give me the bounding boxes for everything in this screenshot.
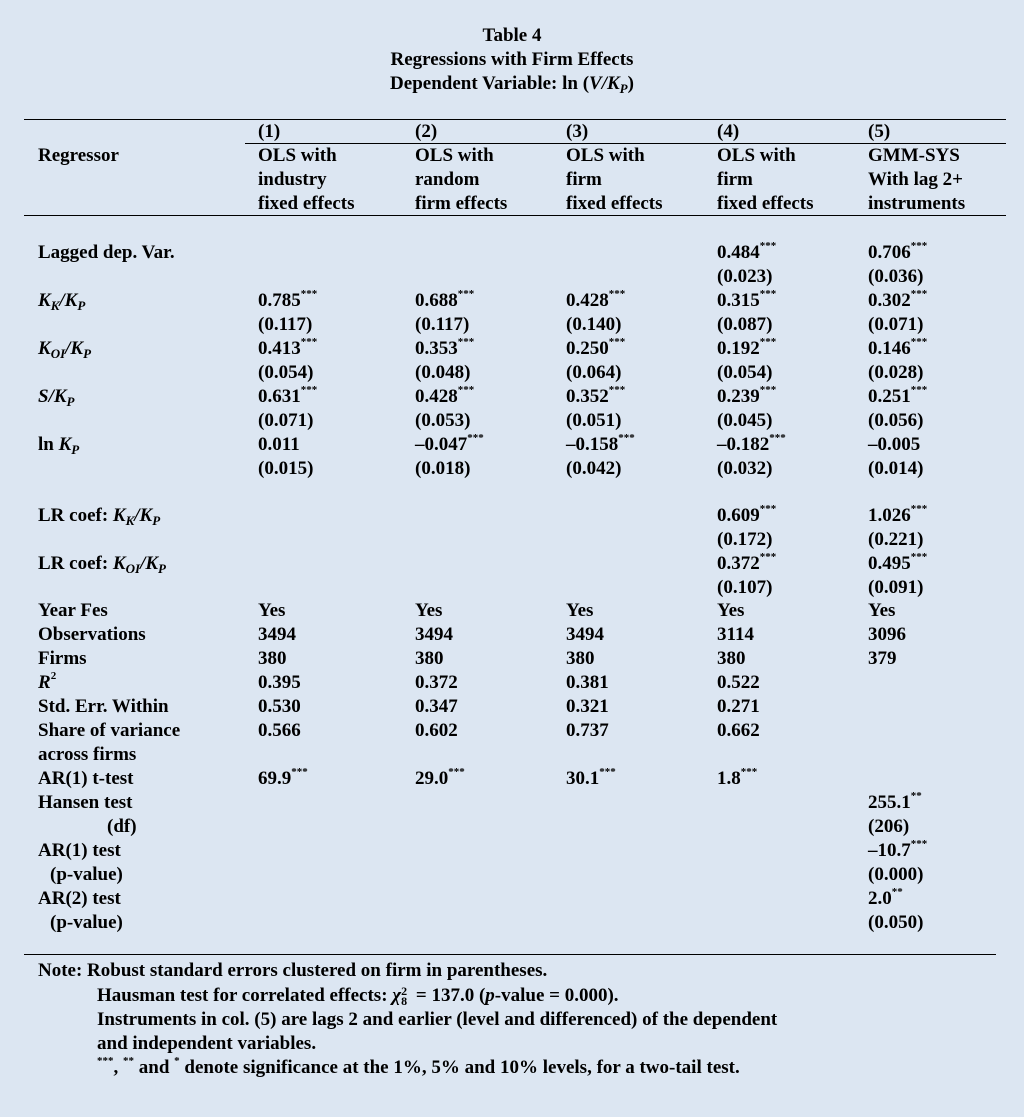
coef-row-2-se-col3: (0.140): [566, 314, 622, 335]
coef-row-2-label: [38, 289, 85, 318]
stat-row-1-value: Yes: [566, 600, 594, 621]
stat-row-8-value: 1.8: [717, 768, 741, 789]
stat-row-8-col1: [258, 767, 308, 791]
stat-row-2-value: 3114: [717, 624, 754, 645]
stat-row-2-value: 3494: [258, 624, 296, 645]
table-caption: Regressions with Firm Effects: [390, 49, 634, 70]
column-header-4-l2: firm: [717, 169, 753, 190]
stat-row-10-label: [107, 815, 137, 839]
coef-row-3-label: [38, 337, 91, 366]
coef-row-4-value: 0.428: [415, 386, 458, 407]
stat-row-9-label: [38, 791, 132, 815]
stat-row-4-label-sup: 2: [50, 670, 57, 682]
bottom-rule: [24, 954, 996, 955]
lr-row-2-se-col5: (0.091): [868, 577, 924, 598]
coef-row-4-se-col5: (0.056): [868, 410, 924, 431]
lr-row-1-label-prefix: LR coef:: [38, 505, 113, 526]
stat-row-8-value: 29.0: [415, 768, 449, 789]
column-header-2-num: (2): [415, 121, 438, 142]
coef-row-4-col1: [258, 385, 317, 409]
coef-row-2-col1: [258, 289, 317, 313]
stat-row-5-value: 0.530: [258, 696, 301, 717]
coef-row-5-stars: ***: [467, 432, 484, 444]
stat-row-8-col3: [566, 767, 616, 791]
coef-row-5-col5: [868, 433, 920, 457]
stat-row-6-value: 0.602: [415, 720, 458, 741]
stat-row-2-col5: [868, 623, 906, 647]
stat-row-14-value: (0.050): [868, 912, 924, 933]
column-header-5-num: (5): [868, 121, 891, 142]
coef-row-4-se-col4: (0.045): [717, 410, 773, 431]
lr-row-1-label-b-sub: P: [152, 513, 161, 528]
stat-row-13-value: 2.0: [868, 888, 892, 909]
coef-row-5-value: –0.158: [566, 434, 619, 455]
coef-row-1-se-col4: (0.023): [717, 266, 773, 287]
column-header-4-num: (4): [717, 121, 740, 142]
column-header-3-l1: OLS with: [566, 145, 645, 166]
stat-row-1-value: Yes: [258, 600, 286, 621]
stat-row-9-value: 255.1: [868, 792, 911, 813]
stat-row-8-value: 69.9: [258, 768, 292, 789]
stat-row-2-col2: [415, 623, 453, 647]
coef-row-2-se-col5: (0.071): [868, 314, 924, 335]
lr-row-1-value: 0.609: [717, 505, 760, 526]
stat-row-11-col5: [868, 839, 927, 863]
coef-row-5-value: 0.011: [258, 434, 300, 455]
coef-row-3-label-a: K: [38, 338, 51, 359]
stat-row-9-col5: [868, 791, 922, 815]
coef-row-4-stars: ***: [608, 384, 626, 396]
stat-row-6-label: [38, 719, 180, 743]
coef-row-3-stars: ***: [608, 336, 626, 348]
regressor-header: Regressor: [38, 145, 119, 166]
coef-row-3-col1: [258, 337, 317, 361]
stat-row-8-stars: ***: [599, 766, 616, 778]
coef-row-3-col2: [415, 337, 474, 361]
coef-row-5-col4: [717, 433, 786, 457]
stat-row-1-col3: [566, 599, 593, 623]
lr-row-2-label-b-sub: P: [158, 561, 166, 576]
note-line-2: Hausman test for correlated effects: χ 2 8 = 137.0 (p-value = 0.000).: [97, 984, 619, 1008]
coef-row-3-value: 0.413: [258, 338, 301, 359]
coef-row-3-value: 0.353: [415, 338, 458, 359]
stat-row-14-label: [50, 911, 123, 935]
coef-row-3-label-b-sub: P: [83, 346, 92, 361]
coef-row-2-value: 0.688: [415, 290, 458, 311]
coef-row-2-col2: [415, 289, 474, 313]
coef-row-3-col3: [566, 337, 625, 361]
lr-row-1-stars: ***: [910, 503, 928, 515]
coef-row-2-stars: ***: [759, 288, 777, 300]
coef-row-4-stars: ***: [457, 384, 475, 396]
coef-row-3-label-a-sub: OI: [50, 346, 66, 361]
stat-row-3-col1: [258, 647, 287, 671]
stat-row-8-label-text: AR(1) t-test: [38, 768, 134, 789]
column-header-3-num: (3): [566, 121, 589, 142]
stat-row-8-stars: ***: [740, 766, 758, 778]
header-rule: [24, 215, 1006, 216]
stat-row-11-label-text: AR(1) test: [38, 840, 121, 861]
stat-row-1-col4: [717, 599, 744, 623]
coef-row-5-col1: [258, 433, 300, 457]
stat-row-3-value: 380: [717, 648, 746, 669]
stat-row-4-value: 0.381: [566, 672, 609, 693]
stat-row-3-col2: [415, 647, 444, 671]
stat-row-2-col3: [566, 623, 604, 647]
coef-row-2-label-b: /K: [59, 290, 78, 311]
coef-row-4-col3: [566, 385, 625, 409]
stat-row-10-value: (206): [868, 816, 910, 837]
coef-row-4-value: 0.352: [566, 386, 609, 407]
stat-row-1-value: Yes: [868, 600, 896, 621]
coef-row-2-se-col4: (0.087): [717, 314, 773, 335]
coef-row-5-value: –0.005: [868, 434, 921, 455]
column-header-4-l1: OLS with: [717, 145, 796, 166]
coef-row-5-col3: [566, 433, 635, 457]
stat-row-2-label-text: Observations: [38, 624, 146, 645]
coef-row-2-value: 0.302: [868, 290, 911, 311]
lr-row-1-stars: ***: [759, 503, 777, 515]
coef-row-5-se-col3: (0.042): [566, 458, 622, 479]
lr-row-1-se-col4: (0.172): [717, 529, 773, 550]
stat-row-1-col1: [258, 599, 285, 623]
coef-row-2-stars: ***: [608, 288, 626, 300]
stat-row-2-col4: [717, 623, 754, 647]
lr-row-1-label-b: /K: [134, 505, 153, 526]
stat-row-13-stars: **: [891, 886, 903, 898]
stat-row-3-col4: [717, 647, 746, 671]
coef-row-3-stars: ***: [457, 336, 475, 348]
coef-row-2-col5: [868, 289, 927, 313]
lr-row-1-label-a: K: [112, 505, 126, 526]
coef-row-2-stars: ***: [910, 288, 928, 300]
coef-row-1-value: 0.484: [717, 242, 760, 263]
coef-row-5-col2: [415, 433, 484, 457]
coef-row-5-se-col5: (0.014): [868, 458, 924, 479]
lr-row-2-value: 0.372: [717, 553, 760, 574]
coef-row-4-col5: [868, 385, 927, 409]
stat-row-4-col2: [415, 671, 458, 695]
stat-row-5-col1: [258, 695, 301, 719]
lr-row-2-stars: ***: [759, 551, 777, 563]
stat-row-11-stars: ***: [910, 838, 928, 850]
stat-row-6-col4: [717, 719, 760, 743]
coef-row-4-value: 0.251: [868, 386, 911, 407]
coef-row-5-label-a-sub: P: [71, 442, 80, 457]
coef-row-4-label-b-sub: P: [66, 394, 75, 409]
column-header-3-l3: fixed effects: [566, 193, 663, 214]
coef-row-3-stars: ***: [759, 336, 777, 348]
coef-row-2-label-b-sub: P: [77, 298, 86, 313]
stat-row-1-label-text: Year Fes: [38, 600, 108, 621]
stat-row-4-label: [38, 671, 56, 695]
stat-row-14-col5: [868, 911, 923, 935]
lr-row-2-label-prefix: LR coef:: [38, 553, 113, 574]
top-rule: [24, 119, 1006, 120]
stat-row-5-value: 0.271: [717, 696, 760, 717]
coef-row-1-value: 0.706: [868, 242, 911, 263]
lr-row-1-label-a-sub: K: [125, 513, 135, 528]
coef-row-5-stars: ***: [769, 432, 786, 444]
coef-row-4-stars: ***: [300, 384, 318, 396]
coef-row-4-col2: [415, 385, 474, 409]
stat-row-13-label: [38, 887, 121, 911]
stat-row-8-value: 30.1: [566, 768, 600, 789]
coef-row-3-value: 0.146: [868, 338, 911, 359]
column-header-2-l3: firm effects: [415, 193, 508, 214]
stat-row-9-stars: **: [910, 790, 922, 802]
stat-row-3-label: [38, 647, 87, 671]
stat-row-8-stars: ***: [291, 766, 308, 778]
lr-row-1-col5: [868, 504, 927, 528]
coef-row-1-col5: [868, 241, 927, 265]
note-line-5: ***, ** and * denote significance at the 1%, 5% and 10% levels, for a two-tail test.: [97, 1055, 740, 1078]
stat-row-4-col4: [717, 671, 760, 695]
lr-row-2-stars: ***: [910, 551, 928, 563]
stat-row-6-value: 0.737: [566, 720, 609, 741]
stat-row-5-label-text: Std. Err. Within: [38, 696, 169, 717]
coef-row-4-value: 0.631: [258, 386, 301, 407]
coef-row-4-stars: ***: [910, 384, 928, 396]
stat-row-12-value: (0.000): [868, 864, 924, 885]
stat-row-13-col5: [868, 887, 903, 911]
column-header-5-l2: With lag 2+: [868, 169, 963, 190]
coef-row-3-col5: [868, 337, 927, 361]
coef-row-5-value: –0.182: [717, 434, 770, 455]
lr-row-1-label: [38, 504, 160, 533]
coef-row-3-stars: ***: [300, 336, 318, 348]
coef-row-4-value: 0.239: [717, 386, 760, 407]
column-header-2-l2: random: [415, 169, 480, 190]
coef-row-3-value: 0.250: [566, 338, 609, 359]
coef-row-3-se-col5: (0.028): [868, 362, 924, 383]
dependent-variable: Dependent Variable: $\ln (V/K_P)$: [390, 73, 634, 96]
stat-row-8-col4: [717, 767, 757, 791]
coef-row-5-label: [38, 433, 79, 462]
stat-row-10-label-text: (df): [107, 816, 137, 837]
stat-row-6-col2: [415, 719, 458, 743]
coef-row-3-value: 0.192: [717, 338, 760, 359]
coef-row-4-se-col2: (0.053): [415, 410, 471, 431]
note-line-3: Instruments in col. (5) are lags 2 and earlier (level and differenced) of the dependent: [97, 1009, 778, 1030]
stat-row-2-col1: [258, 623, 296, 647]
coef-row-4-se-col3: (0.051): [566, 410, 622, 431]
lr-row-1-value: 1.026: [868, 505, 911, 526]
stat-row-8-label: [38, 767, 133, 791]
coef-row-4-label-a: S/K: [38, 386, 67, 407]
stat-row-4-value: 0.395: [258, 672, 301, 693]
stat-row-3-value: 380: [415, 648, 444, 669]
stat-row-2-value: 3494: [415, 624, 453, 645]
coef-row-2-value: 0.315: [717, 290, 760, 311]
lr-row-2-se-col4: (0.107): [717, 577, 773, 598]
stat-row-6-col3: [566, 719, 609, 743]
stat-row-11-label: [38, 839, 121, 863]
column-header-1-l1: OLS with: [258, 145, 337, 166]
stat-row-4-value: 0.372: [415, 672, 458, 693]
stat-row-6-label-text: Share of variance: [38, 720, 181, 741]
lr-row-2-label: [38, 552, 166, 581]
coef-row-2-label-a: K: [38, 290, 51, 311]
stat-row-10-col5: [868, 815, 909, 839]
coef-row-1-label: Lagged dep. Var.: [38, 242, 175, 263]
coef-row-3-se-col4: (0.054): [717, 362, 773, 383]
column-header-1-l2: industry: [258, 169, 327, 190]
coef-row-3-col4: [717, 337, 776, 361]
stat-row-1-value: Yes: [717, 600, 745, 621]
stat-row-5-value: 0.347: [415, 696, 458, 717]
coef-row-4-se-col1: (0.071): [258, 410, 314, 431]
stat-row-1-col2: [415, 599, 442, 623]
coef-row-5-se-col1: (0.015): [258, 458, 314, 479]
stat-row-7-label-text: across firms: [38, 744, 137, 765]
stat-row-3-value: 380: [566, 648, 595, 669]
coef-row-1-col4: [717, 241, 776, 265]
stat-row-1-col5: [868, 599, 895, 623]
coef-row-5-stars: ***: [618, 432, 635, 444]
stat-row-3-col3: [566, 647, 595, 671]
coef-row-5-se-col2: (0.018): [415, 458, 471, 479]
column-header-5-l3: instruments: [868, 193, 966, 214]
stat-row-2-value: 3494: [566, 624, 604, 645]
coef-row-2-label-a-sub: K: [50, 298, 60, 313]
coef-row-2-col3: [566, 289, 625, 313]
column-header-4-l3: fixed effects: [717, 193, 814, 214]
coef-row-2-stars: ***: [457, 288, 475, 300]
stat-row-14-label-text: (p-value): [50, 912, 123, 933]
coef-row-3-se-col2: (0.048): [415, 362, 471, 383]
coef-row-1-stars: ***: [759, 240, 777, 252]
coef-row-3-stars: ***: [910, 336, 928, 348]
stat-row-8-col2: [415, 767, 465, 791]
stat-row-12-label: [50, 863, 123, 887]
coef-row-1-se-col5: (0.036): [868, 266, 924, 287]
coef-row-4-stars: ***: [759, 384, 777, 396]
stat-row-3-col5: [868, 647, 897, 671]
note-line-1: Note: Robust standard errors clustered on firm in parentheses.: [38, 960, 548, 981]
coef-row-5-label-prefix: ln: [38, 434, 59, 455]
stat-row-11-value: –10.7: [868, 840, 911, 861]
stat-row-7-label: [38, 743, 136, 767]
stat-row-3-label-text: Firms: [38, 648, 87, 669]
coef-row-3-se-col1: (0.054): [258, 362, 314, 383]
column-header-1-l3: fixed effects: [258, 193, 355, 214]
coef-row-1-stars: ***: [910, 240, 928, 252]
table-title: [0, 24, 1024, 101]
lr-row-2-label-b: /K: [140, 553, 159, 574]
stat-row-5-label: [38, 695, 169, 719]
stat-row-4-label-text: R: [38, 672, 51, 693]
stat-row-6-value: 0.662: [717, 720, 760, 741]
coef-row-2-se-col1: (0.117): [258, 314, 313, 335]
stat-row-3-value: 379: [868, 648, 897, 669]
coef-row-5-se-col4: (0.032): [717, 458, 773, 479]
stat-row-1-value: Yes: [415, 600, 443, 621]
stat-row-2-label: [38, 623, 146, 647]
coef-row-3-label-b: /K: [65, 338, 84, 359]
coef-row-4-label: [38, 385, 74, 414]
stat-row-4-value: 0.522: [717, 672, 760, 693]
stat-row-5-value: 0.321: [566, 696, 609, 717]
stat-row-8-stars: ***: [448, 766, 465, 778]
stat-row-9-label-text: Hansen test: [38, 792, 133, 813]
lr-row-2-col5: [868, 552, 927, 576]
lr-row-2-label-a-sub: OI: [125, 561, 141, 576]
stat-row-5-col4: [717, 695, 760, 719]
coef-row-2-value: 0.428: [566, 290, 609, 311]
stat-row-13-label-text: AR(2) test: [38, 888, 121, 909]
column-header-3-l2: firm: [566, 169, 602, 190]
column-header-1-num: (1): [258, 121, 281, 142]
column-header-2-l1: OLS with: [415, 145, 494, 166]
coef-row-4-col4: [717, 385, 776, 409]
lr-row-2-col4: [717, 552, 776, 576]
coef-row-2-col4: [717, 289, 776, 313]
table-number: Table 4: [482, 25, 542, 46]
stat-row-5-col3: [566, 695, 609, 719]
stat-row-12-label-text: (p-value): [50, 864, 123, 885]
lr-row-2-label-a: K: [112, 553, 126, 574]
stat-row-6-col1: [258, 719, 301, 743]
stat-row-6-value: 0.566: [258, 720, 301, 741]
stat-row-2-value: 3096: [868, 624, 906, 645]
coef-row-5-label-a: K: [58, 434, 72, 455]
column-header-5-l1: GMM-SYS: [868, 145, 960, 166]
stat-row-5-col2: [415, 695, 458, 719]
stat-row-1-label: [38, 599, 108, 623]
coef-row-2-stars: ***: [300, 288, 318, 300]
stat-row-4-col1: [258, 671, 301, 695]
note-line-4: and independent variables.: [97, 1033, 317, 1054]
stat-row-3-value: 380: [258, 648, 287, 669]
coef-row-2-se-col2: (0.117): [415, 314, 470, 335]
coef-row-2-value: 0.785: [258, 290, 301, 311]
coef-row-5-value: –0.047: [415, 434, 468, 455]
lr-row-1-se-col5: (0.221): [868, 529, 924, 550]
coef-row-3-se-col3: (0.064): [566, 362, 622, 383]
lr-row-1-col4: [717, 504, 776, 528]
lr-row-2-value: 0.495: [868, 553, 911, 574]
stat-row-12-col5: [868, 863, 923, 887]
stat-row-4-col3: [566, 671, 609, 695]
